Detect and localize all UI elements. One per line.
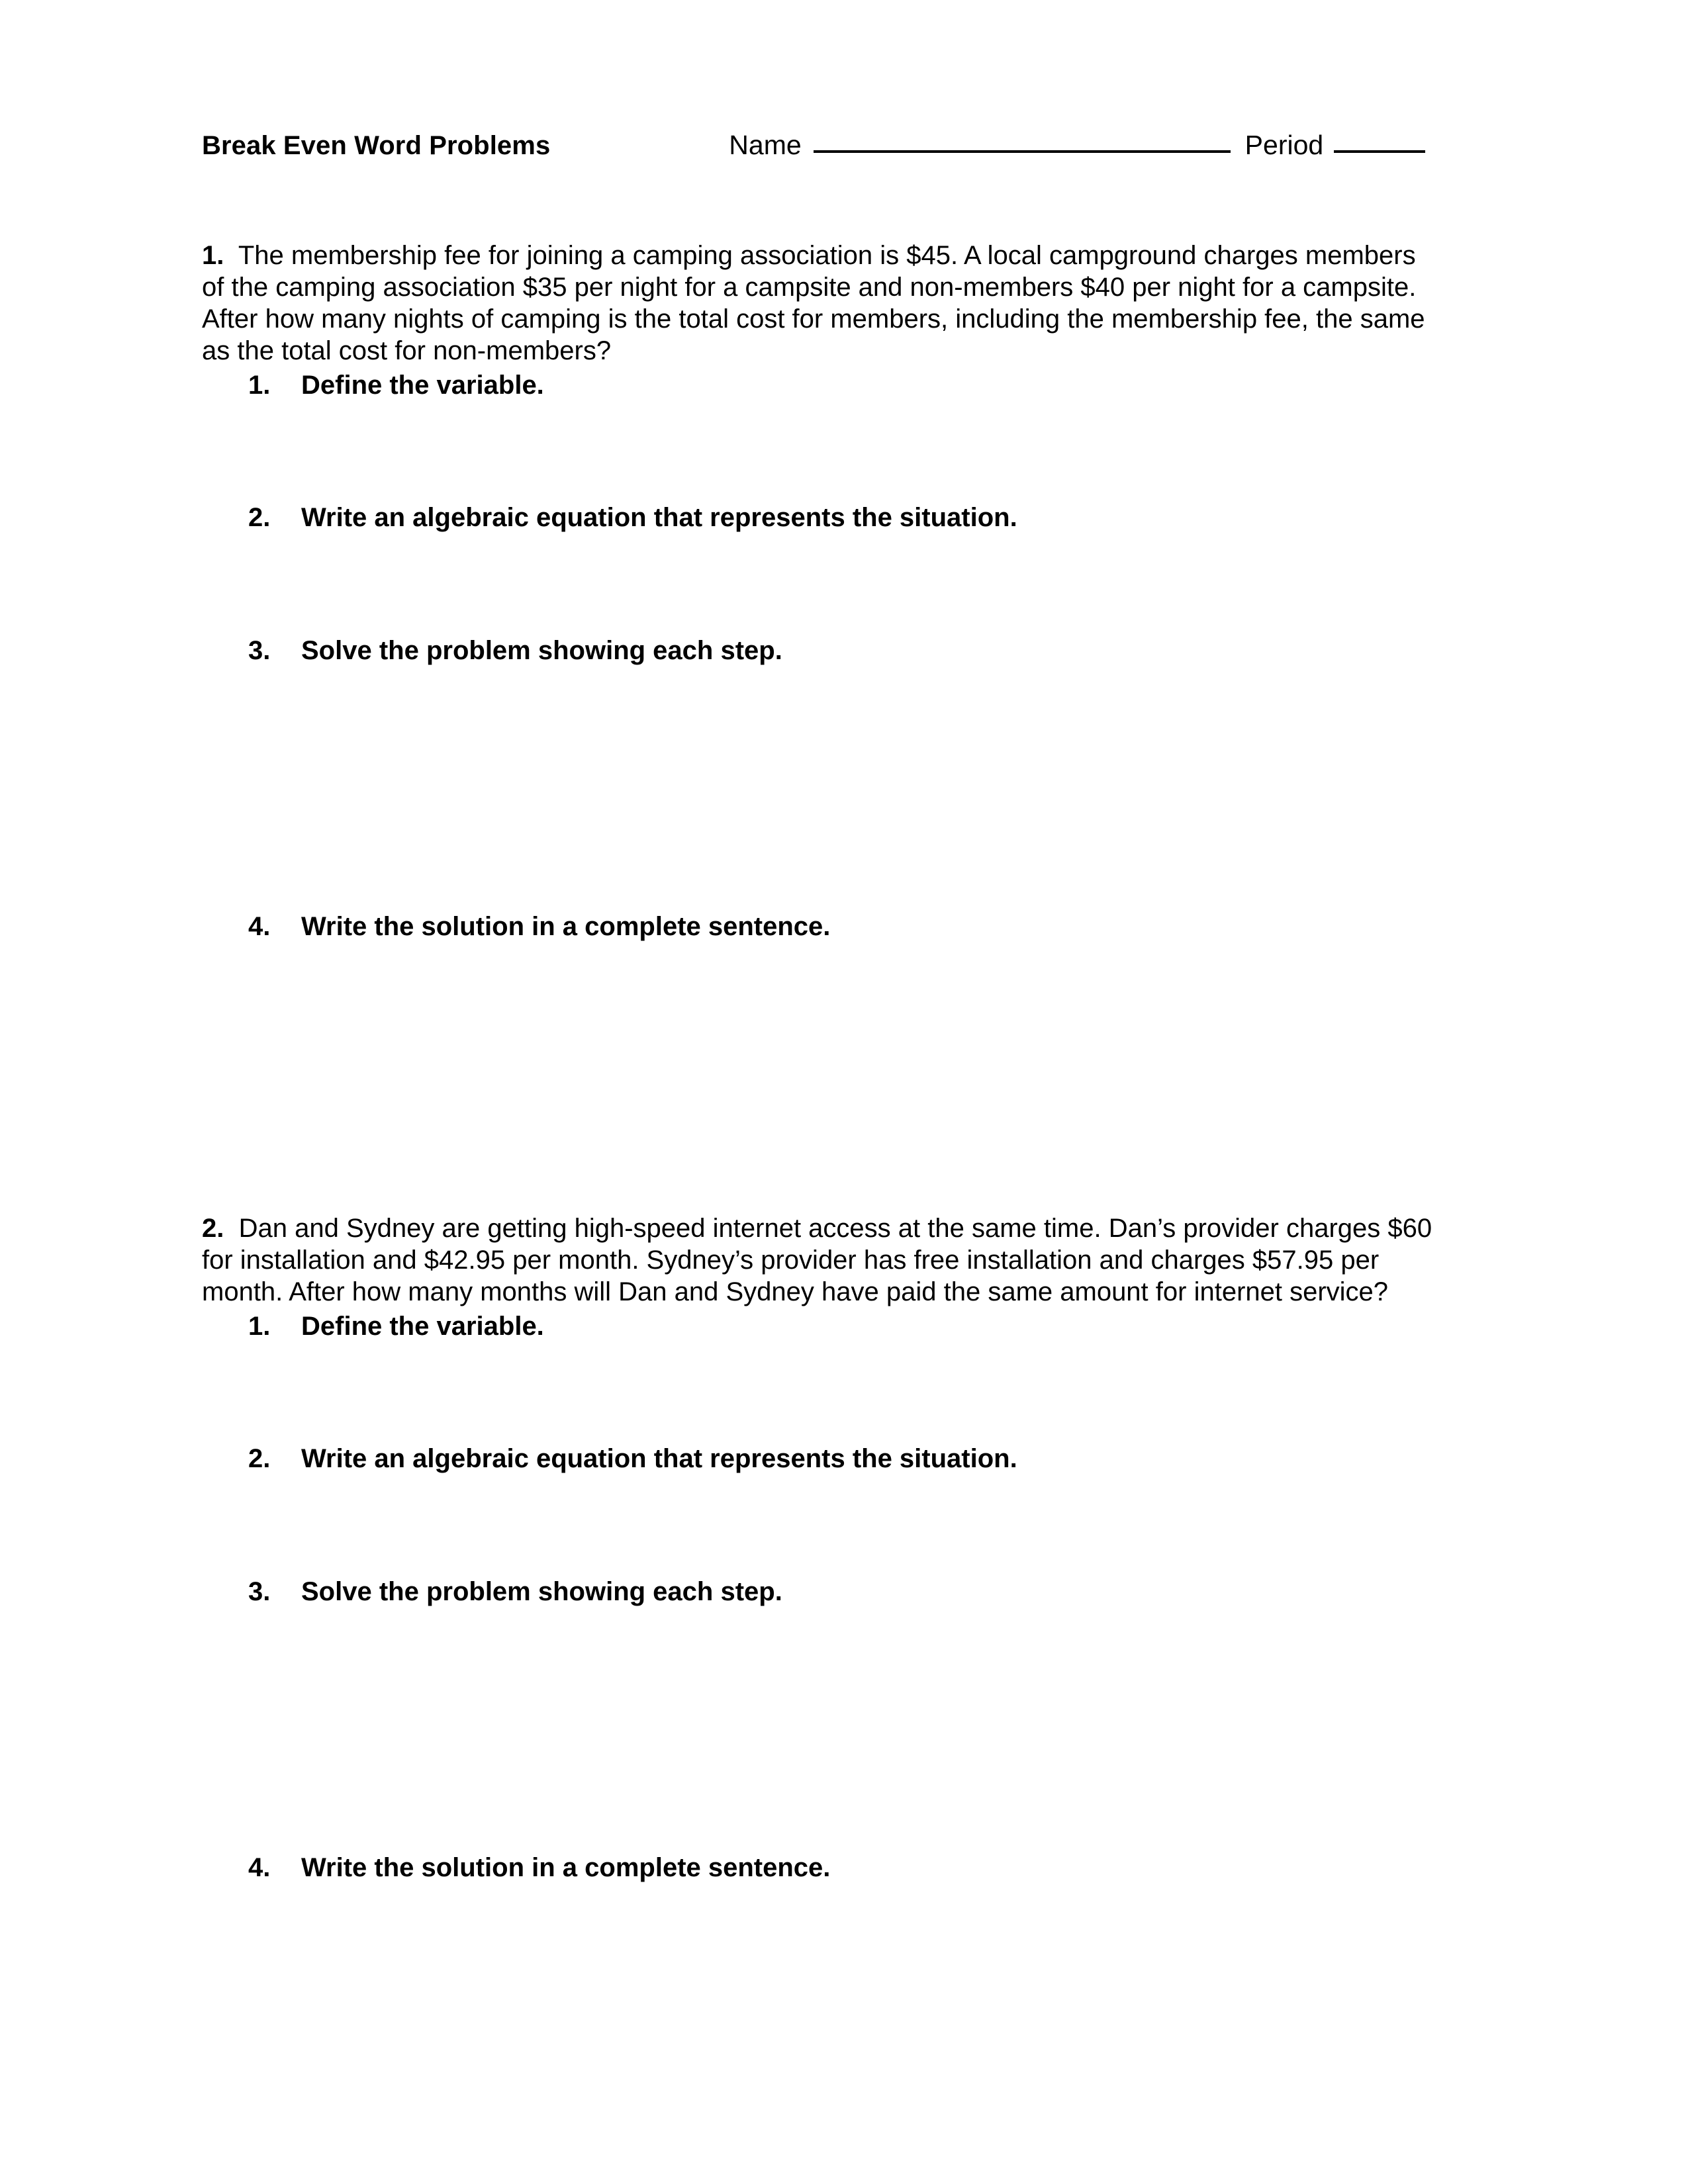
problem-2-steps bbox=[202, 1310, 1445, 1884]
page-title: Break Even Word Problems bbox=[202, 131, 551, 160]
problem-1-step-3-label: Solve the problem showing each step. bbox=[301, 636, 782, 665]
problem-1-step-4-label: Write the solution in a complete sentence. bbox=[301, 912, 831, 941]
problem-1-number: 1. bbox=[202, 241, 224, 270]
problem-2-step-2-number: 2. bbox=[248, 1444, 271, 1473]
problem-1 bbox=[202, 240, 1445, 942]
problem-1-step-1 bbox=[202, 369, 1445, 401]
problem-1-step-2 bbox=[202, 502, 1445, 533]
problem-2-step-1-label: Define the variable. bbox=[301, 1312, 544, 1341]
problem-1-step-1-number: 1. bbox=[248, 371, 271, 400]
problem-1-text: The membership fee for joining a camping association is $45. A local campground charges members of the camping association $35 per night for a campsite and non-members $40 per night for a campsite. After how many nights of camping is the total cost for members, including the membership fee, the same as the total cost for non-members? bbox=[202, 241, 1425, 365]
problem-2-step-1 bbox=[202, 1310, 1445, 1342]
problem-2-step-3-number: 3. bbox=[248, 1577, 271, 1606]
name-blank-line[interactable] bbox=[814, 150, 1231, 153]
problem-2 bbox=[202, 1212, 1445, 1884]
problem-1-steps bbox=[202, 369, 1445, 942]
problem-2-number: 2. bbox=[202, 1214, 224, 1243]
period-blank-line[interactable] bbox=[1334, 150, 1425, 153]
problem-2-step-4-label: Write the solution in a complete sentence. bbox=[301, 1853, 831, 1882]
problem-1-step-3-number: 3. bbox=[248, 636, 271, 665]
problem-2-step-1-number: 1. bbox=[248, 1312, 271, 1341]
problem-2-step-4 bbox=[202, 1852, 1445, 1884]
period-label: Period bbox=[1244, 130, 1324, 160]
problem-1-step-3 bbox=[202, 635, 1445, 666]
problem-1-step-2-label: Write an algebraic equation that represents the situation. bbox=[301, 503, 1017, 532]
problem-2-step-4-number: 4. bbox=[248, 1853, 271, 1882]
problem-2-statement bbox=[202, 1212, 1445, 1308]
problem-2-step-3 bbox=[202, 1576, 1445, 1608]
problem-1-step-1-label: Define the variable. bbox=[301, 371, 544, 400]
problem-1-step-4 bbox=[202, 911, 1445, 942]
problem-2-text: Dan and Sydney are getting high-speed internet access at the same time. Dan’s provider charges $60 for installation and $42.95 per month. Sydney’s provider has free installation and charges $57.95 per month. After how many months will Dan and Sydney have paid the same amount for internet service? bbox=[202, 1214, 1432, 1306]
problem-1-statement bbox=[202, 240, 1445, 367]
name-label: Name bbox=[729, 130, 802, 160]
problem-2-step-3-label: Solve the problem showing each step. bbox=[301, 1577, 782, 1606]
problem-1-step-4-number: 4. bbox=[248, 912, 271, 941]
worksheet-header bbox=[202, 130, 1479, 171]
problem-2-step-2-label: Write an algebraic equation that represents the situation. bbox=[301, 1444, 1017, 1473]
problem-2-step-2 bbox=[202, 1443, 1445, 1475]
problem-1-step-2-number: 2. bbox=[248, 503, 271, 532]
